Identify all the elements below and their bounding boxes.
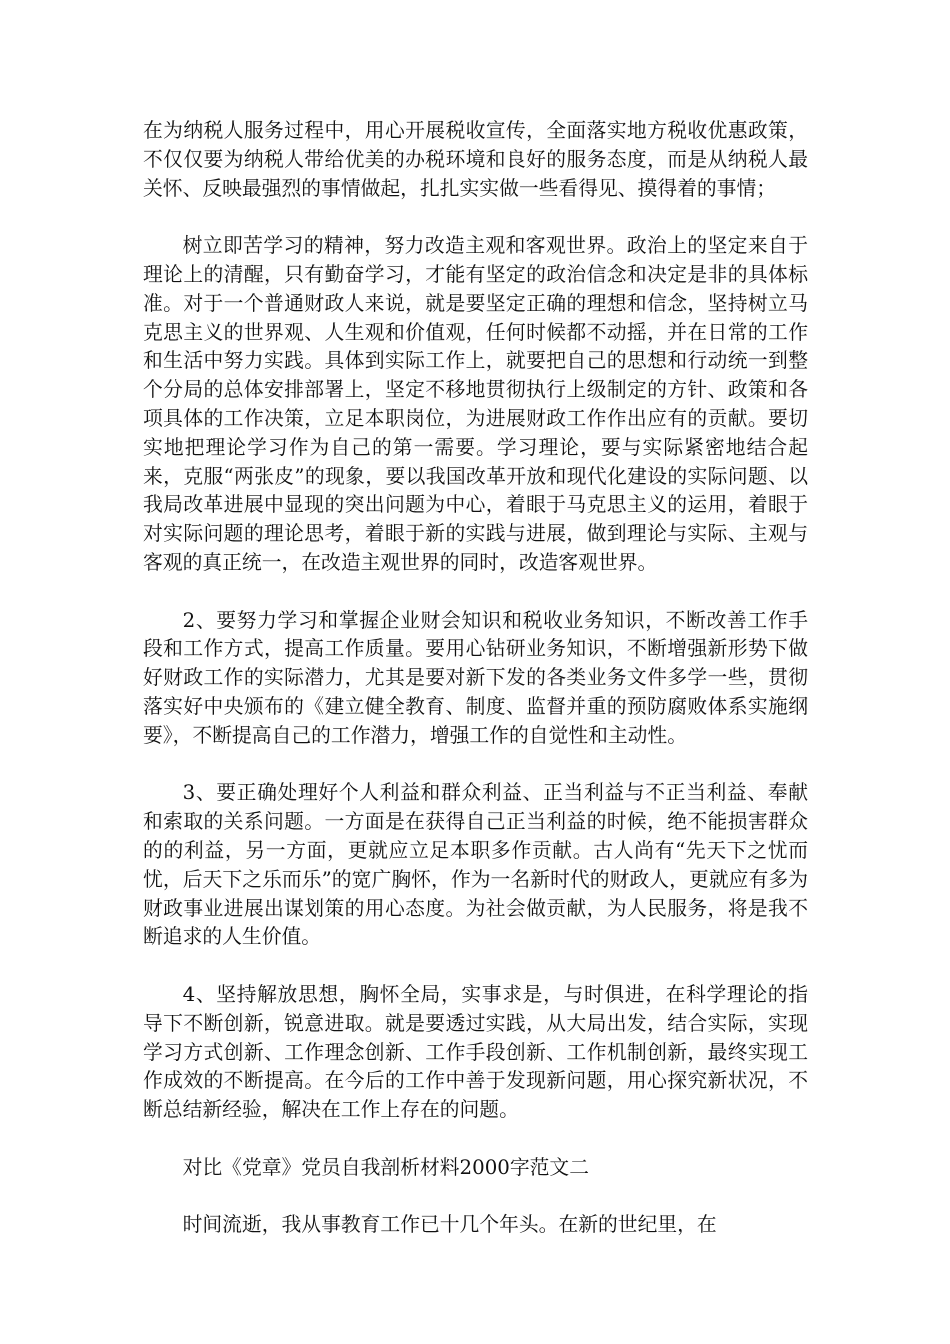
paragraph-point-4: 4、坚持解放思想，胸怀全局，实事求是，与时俱进，在科学理论的指导下不断创新，锐意进取。就是要透过实践，从大局出发，结合实际，实现学习方式创新、工作理念创新、工作手段创新、工作机制创新，最终实现工作成效的不断提高。在今后的工作中善于发现新问题，用心探究新状况，不断总结新经验，解决在工作上存在的问题。 xyxy=(143,982,808,1122)
paragraph-point-3: 3、要正确处理好个人利益和群众利益、正当利益与不正当利益、奉献和索取的关系问题。一方面是在获得自己正当利益的时候，绝不能损害群众的的利益，另一方面，更就应立足本职多作贡献。古人尚有“先天下之忧而忧，后天下之乐而乐”的宽广胸怀，作为一名新时代的财政人，更就应有多为财政事业进展出谋划策的用心态度。为社会做贡献，为人民服务，将是我不断追求的人生价值。 xyxy=(143,781,808,949)
paragraph-closing: 时间流逝，我从事教育工作已十几个年头。在新的世纪里，在 xyxy=(182,1213,717,1237)
paragraph-study-spirit: 树立即苦学习的精神，努力改造主观和客观世界。政治上的坚定来自于理论上的清醒，只有勤奋学习，才能有坚定的政治信念和决定是非的具体标准。对于一个普通财政人来说，就是要坚定正确的理想和信念，坚持树立马克思主义的世界观、人生观和价值观，任何时候都不动摇，并在日常的工作和生活中努力实践。具体到实际工作上，就要把自己的思想和行动统一到整个分局的总体安排部署上，坚定不移地贯彻执行上级制定的方针、政策和各项具体的工作决策，立足本职岗位，为进展财政工作作出应有的贡献。要切实地把理论学习作为自己的第一需要。学习理论，要与实际紧密地结合起来，克服“两张皮”的现象，要以我国改革开放和现代化建设的实际问题、以我局改革进展中显现的突出问题为中心，着眼于马克思主义的运用，着眼于对实际问题的理论思考，着眼于新的实践与进展，做到理论与实际、主观与客观的真正统一，在改造主观世界的同时，改造客观世界。 xyxy=(143,234,808,574)
paragraph-point-2: 2、要努力学习和掌握企业财会知识和税收业务知识，不断改善工作手段和工作方式，提高工作质量。要用心钻研业务知识，不断增强新形势下做好财政工作的实际潜力，尤其是要对新下发的各类业务文件多学一些，贯彻落实好中央颁布的《建立健全教育、制度、监督并重的预防腐败体系实施纲要》，不断提高自己的工作潜力，增强工作的自觉性和主动性。 xyxy=(143,608,808,747)
section-heading: 对比《党章》党员自我剖析材料2000字范文二 xyxy=(182,1155,589,1179)
paragraph-taxpayer-service: 在为纳税人服务过程中，用心开展税收宣传，全面落实地方税收优惠政策，不仅仅要为纳税人带给优美的办税环境和良好的服务态度，而是从纳税人最关怀、反映最强烈的事情做起，扎扎实实做一些看得见、摸得着的事情； xyxy=(143,119,808,200)
document-body xyxy=(143,117,808,1269)
